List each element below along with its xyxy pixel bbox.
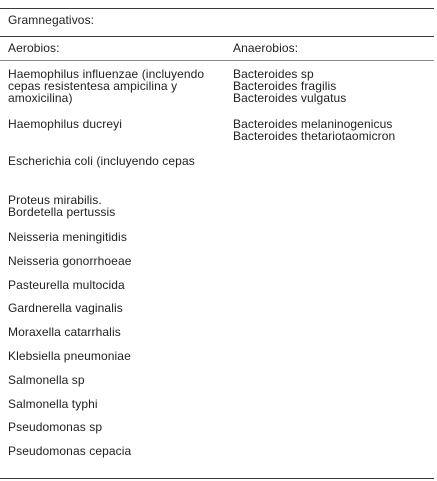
section-title: Gramnegativos: [8,13,95,27]
aerobio-escherichia-coli: Escherichia coli (incluyendo cepas [8,154,195,168]
header-rule [0,36,434,37]
aerobio-moraxella-catarrhalis: Moraxella catarrhalis [8,325,121,339]
aerobio-gardnerella-vaginalis: Gardnerella vaginalis [8,301,123,315]
aerobio-haemophilus-ducreyi: Haemophilus ducreyi [8,117,122,131]
column-header-anaerobios: Anaerobios: [233,41,299,55]
aerobio-klebsiella-pneumoniae: Klebsiella pneumoniae [8,349,131,363]
aerobio-pseudomonas-sp: Pseudomonas sp [8,420,103,434]
aerobio-pasteurella-multocida: Pasteurella multocida [8,278,125,292]
aerobio-pseudomonas-cepacia: Pseudomonas cepacia [8,444,132,458]
aerobio-salmonella-sp: Salmonella sp [8,373,85,387]
aerobio-haemophilus-influenzae: Haemophilus influenzae (incluyendo cepas resistentesa ampicilina y amoxicilina) [8,67,205,105]
anaerobio-bacteroides-group-1: Bacteroides sp Bacteroides fragilis Bacteroides vulgatus [233,67,347,105]
anaerobio-bacteroides-group-2: Bacteroides melaninogenicus Bacteroides thetariotaomicron [233,117,396,143]
aerobio-salmonella-typhi: Salmonella typhi [8,397,98,411]
column-header-rule [0,60,434,61]
aerobio-neisseria-meningitidis: Neisseria meningitidis [8,230,127,244]
top-rule [0,8,434,9]
bottom-rule [0,478,434,479]
aerobio-neisseria-gonorrhoeae: Neisseria gonorrhoeae [8,254,132,268]
column-header-aerobios: Aerobios: [8,41,60,55]
aerobio-proteus-bordetella: Proteus mirabilis. Bordetella pertussis [8,193,116,219]
